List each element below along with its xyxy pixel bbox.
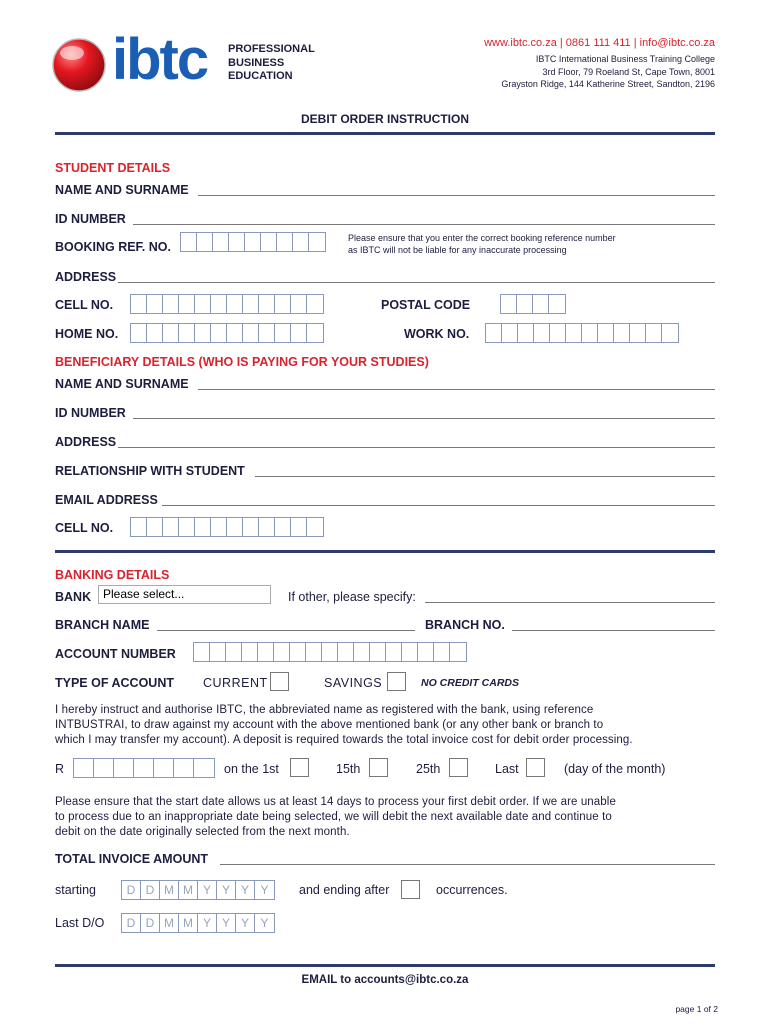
branch-name-field[interactable] [157,630,415,631]
postal-code-field[interactable] [500,294,566,314]
beneficiary-cell-field[interactable] [130,517,324,537]
red-ball-icon [50,36,108,94]
r-label: R [55,762,65,776]
booking-ref-field[interactable] [180,232,326,252]
contact-line: www.ibtc.co.za | 0861 111 411 | info@ibtc.co.za [484,37,715,49]
student-cell-field[interactable] [130,294,324,314]
current-checkbox[interactable] [270,672,289,691]
day-25th-label: 25th [416,762,441,776]
branch-no-field[interactable] [512,630,715,631]
last-do-label: Last D/O [55,916,105,930]
other-bank-label: If other, please specify: [288,590,416,604]
student-home-field[interactable] [130,323,324,343]
address-block: IBTC International Business Training College 3rd Floor, 79 Roeland St, Cape Town, 8001 Grayston Ridge, 144 Katherine Street, Sandton, 2196 [501,54,715,89]
beneficiary-id-label: ID NUMBER [55,406,126,420]
authorisation-text: I hereby instruct and authorise IBTC, the abbreviated name as registered with the bank, using reference INTBUSTRAI, to draw against my account with the above mentioned bank (or any other bank or branch to which I may transfer my account). A deposit is required towards the total invoice cost for debit order processing. [55,704,633,746]
total-invoice-label: TOTAL INVOICE AMOUNT [55,852,209,866]
beneficiary-cell-label: CELL NO. [55,521,114,535]
page-number: page 1 of 2 [675,1004,718,1014]
day-15th-checkbox[interactable] [369,758,388,777]
other-bank-field[interactable] [425,602,715,603]
logo-wordmark: ibtc [112,27,208,92]
student-section-title: STUDENT DETAILS [55,161,171,175]
divider [55,550,715,553]
account-number-field[interactable] [193,642,467,662]
form-title: DEBIT ORDER INSTRUCTION [301,112,469,126]
day-last-checkbox[interactable] [526,758,545,777]
student-id-field[interactable] [133,224,715,225]
ending-after-label: and ending after [299,883,390,897]
student-home-label: HOME NO. [55,327,119,341]
student-name-field[interactable] [198,195,715,196]
divider [55,964,715,967]
relationship-field[interactable] [255,476,715,477]
email-footer: EMAIL to accounts@ibtc.co.za [301,974,469,986]
student-address-field[interactable] [118,282,715,283]
last-do-date-field[interactable]: D D M M Y Y Y Y [121,913,275,933]
beneficiary-id-field[interactable] [133,418,715,419]
occurrences-label: occurrences. [436,883,508,897]
logo-tagline: PROFESSIONAL BUSINESS EDUCATION [228,43,315,82]
branch-name-label: BRANCH NAME [55,618,150,632]
booking-ref-label: BOOKING REF. NO. [55,240,171,254]
account-type-label: TYPE OF ACCOUNT [55,676,174,690]
day-of-month-label: (day of the month) [564,762,666,776]
beneficiary-name-field[interactable] [198,389,715,390]
beneficiary-name-label: NAME AND SURNAME [55,377,189,391]
day-15th-label: 15th [336,762,361,776]
savings-label: SAVINGS [324,676,383,690]
savings-checkbox[interactable] [387,672,406,691]
beneficiary-section-title: BENEFICIARY DETAILS (WHO IS PAYING FOR YOUR STUDIES) [55,355,429,369]
email-label: EMAIL ADDRESS [55,493,158,507]
account-number-label: ACCOUNT NUMBER [55,647,176,661]
occurrences-field[interactable] [401,880,420,899]
starting-date-field[interactable]: D D M M Y Y Y Y [121,880,275,900]
day-1st-checkbox[interactable] [290,758,309,777]
notice-text: Please ensure that the start date allows us at least 14 days to process your first debit order. If we are unable to process due to an inappropriate date being selected, we will debit the next available date and continue to debit on the date originally selected from the next month. [55,796,616,838]
student-address-label: ADDRESS [55,270,117,284]
day-25th-checkbox[interactable] [449,758,468,777]
current-label: CURRENT [203,676,268,690]
bank-select[interactable]: Please select... [98,585,271,604]
branch-no-label: BRANCH NO. [425,618,505,632]
banking-section-title: BANKING DETAILS [55,568,170,582]
divider [55,132,715,135]
work-no-field[interactable] [485,323,679,343]
debit-amount-field[interactable] [73,758,215,778]
student-cell-label: CELL NO. [55,298,114,312]
student-id-label: ID NUMBER [55,212,126,226]
booking-ref-note: Please ensure that you enter the correct booking reference number as IBTC will not be liable for any inaccurate processing [348,233,616,255]
relationship-label: RELATIONSHIP WITH STUDENT [55,464,245,478]
beneficiary-address-field[interactable] [118,447,715,448]
email-field[interactable] [162,505,715,506]
logo [50,27,330,102]
no-credit-cards-label: NO CREDIT CARDS [421,677,520,689]
day-last-label: Last [495,762,519,776]
bank-label: BANK [55,590,92,604]
starting-label: starting [55,883,96,897]
day-1st-label: on the 1st [224,762,279,776]
work-no-label: WORK NO. [404,327,470,341]
student-name-label: NAME AND SURNAME [55,183,189,197]
postal-code-label: POSTAL CODE [381,298,471,312]
beneficiary-address-label: ADDRESS [55,435,117,449]
total-invoice-field[interactable] [220,864,715,865]
